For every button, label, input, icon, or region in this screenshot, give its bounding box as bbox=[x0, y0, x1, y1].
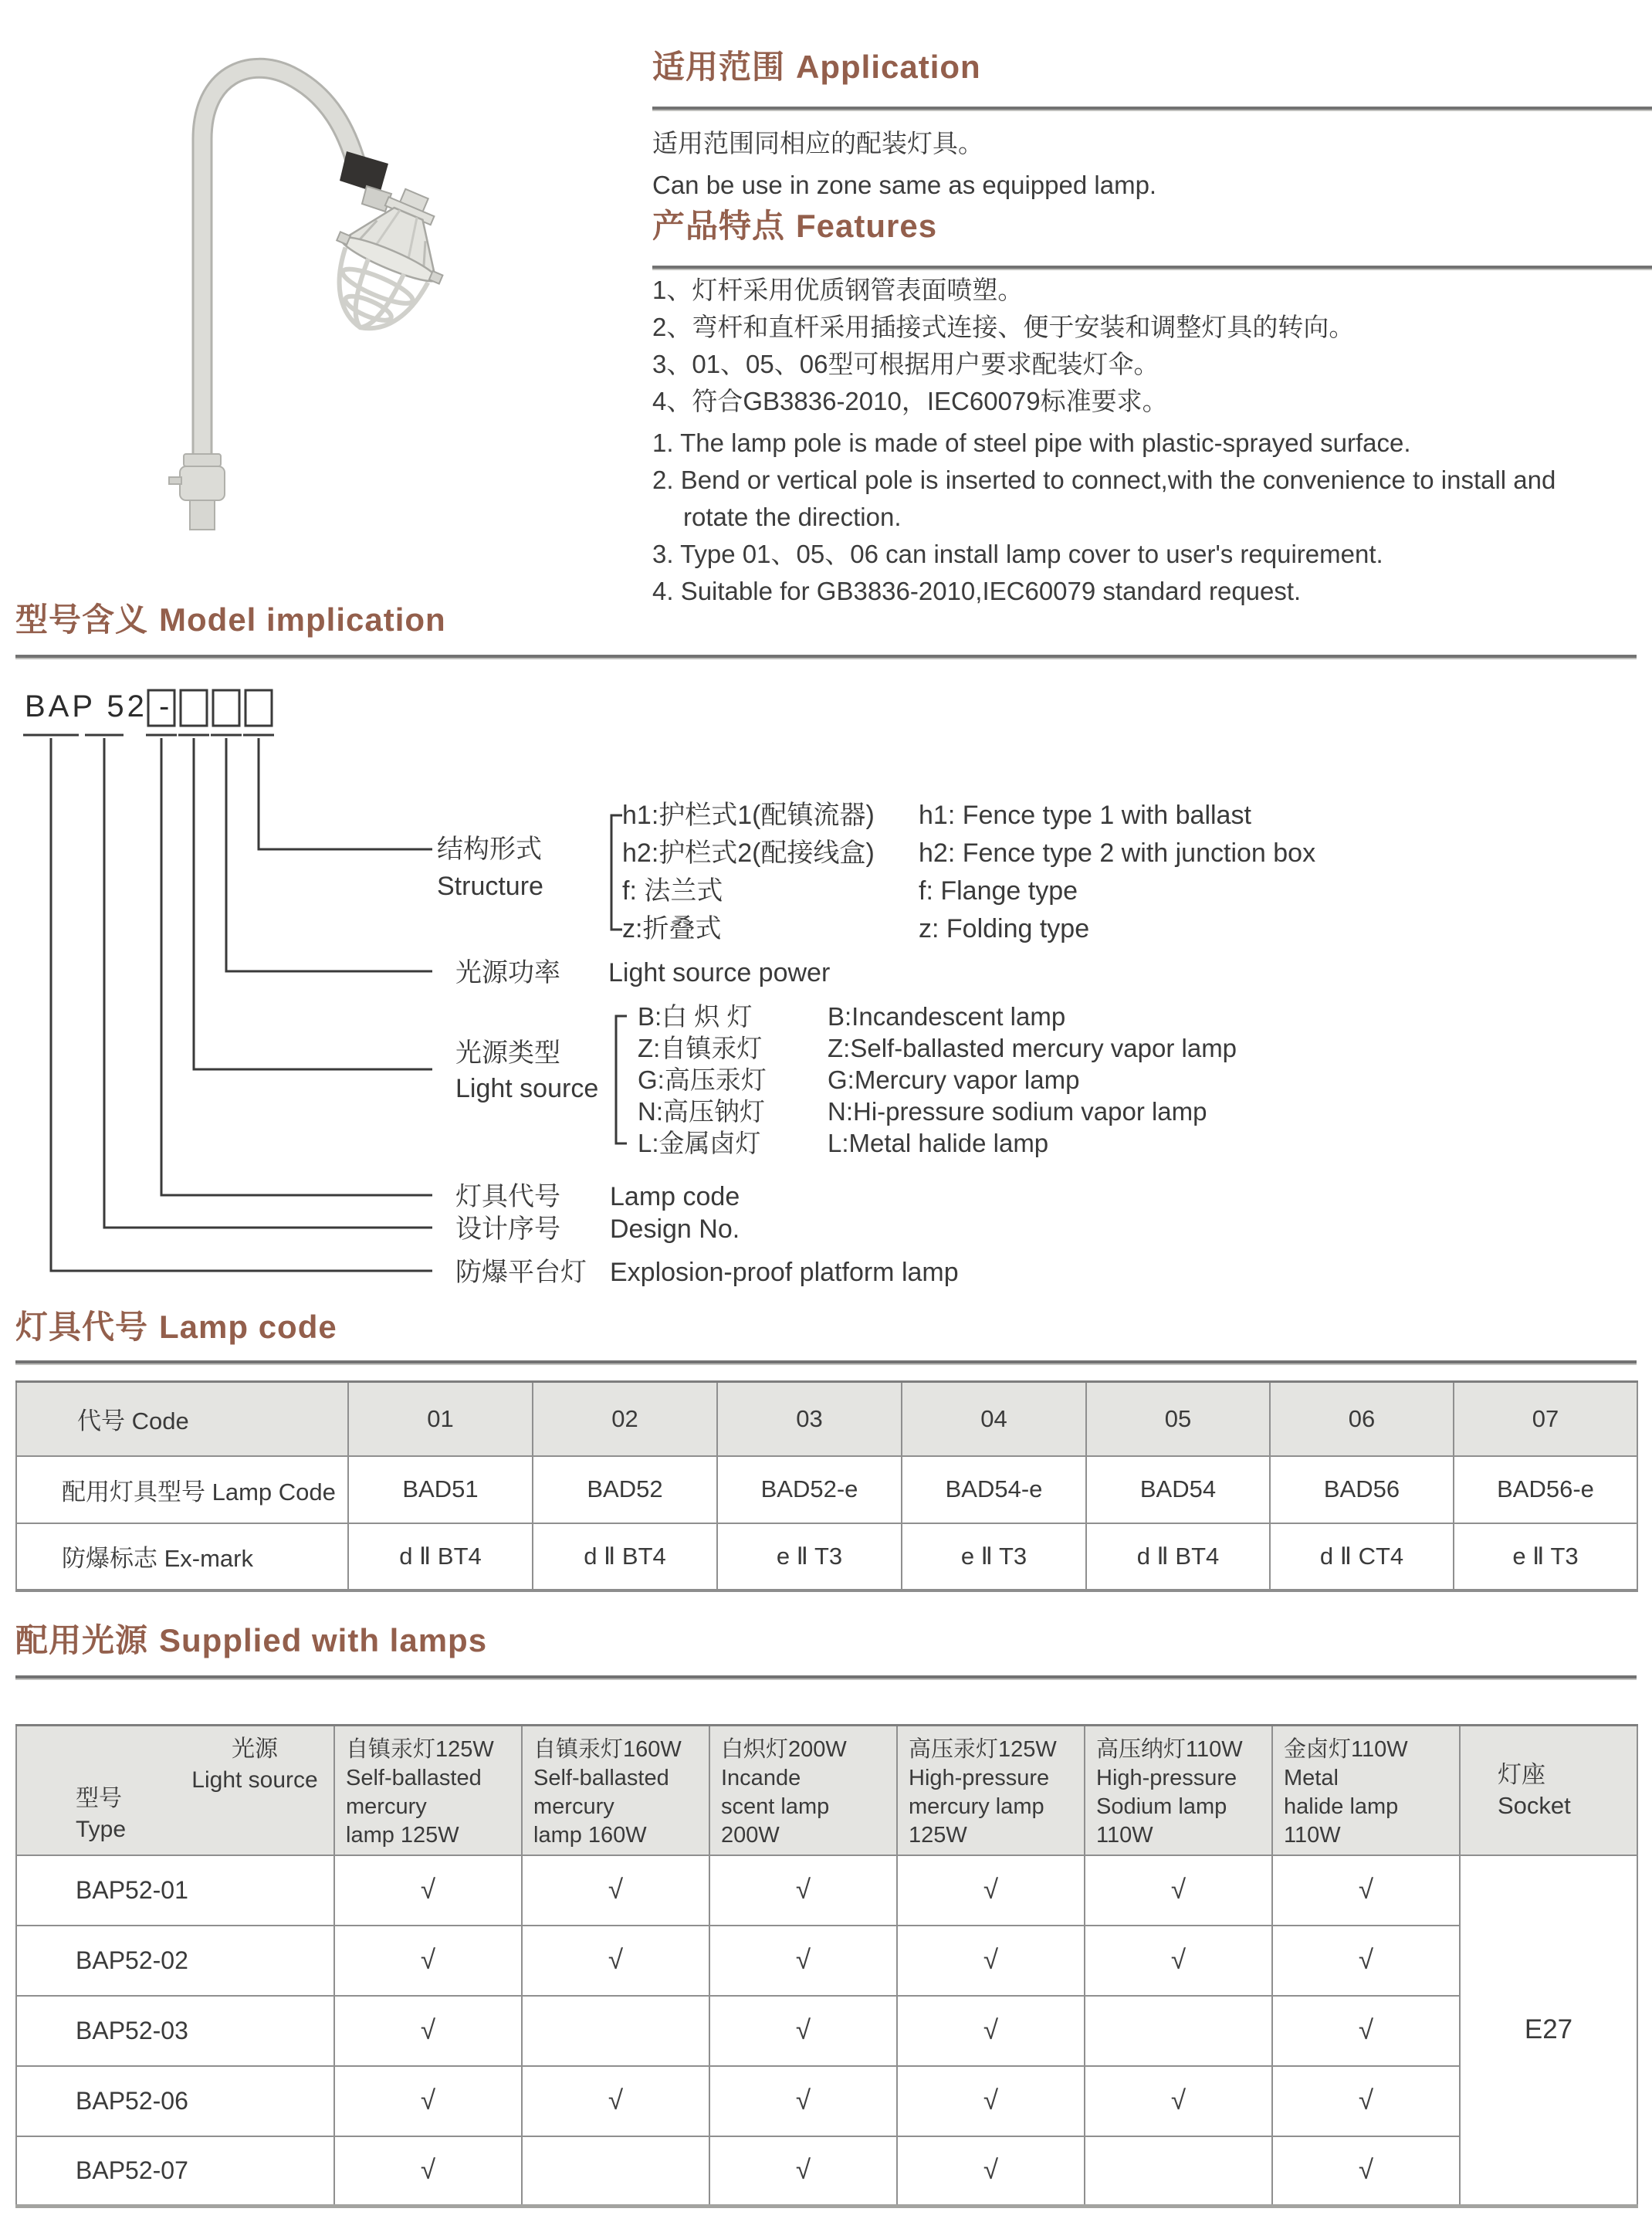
light-source-option-en-2: Z:Self-ballasted mercury vapor lamp bbox=[828, 1034, 1237, 1062]
code-header-04: 04 bbox=[902, 1382, 1086, 1456]
code-header-01: 01 bbox=[348, 1382, 533, 1456]
supplied-row-BAP52-06 bbox=[16, 2066, 1637, 2136]
lamp-code-value: d Ⅱ CT4 bbox=[1270, 1523, 1454, 1590]
lamp-column-header-line: High-pressure bbox=[1096, 1766, 1237, 1790]
lamp-code-heading-zh: 灯具代号 bbox=[15, 1309, 149, 1345]
lamp-column-header-line: scent lamp bbox=[721, 1794, 830, 1819]
model-label-lampcode-en: Lamp code bbox=[610, 1182, 740, 1211]
socket-value: E27 bbox=[1460, 1855, 1637, 2207]
application-heading-en: Application bbox=[796, 49, 981, 85]
features-heading-en: Features bbox=[796, 208, 938, 244]
lamp-column-header-line: Metal bbox=[1284, 1766, 1339, 1790]
model-label-structure-zh: 结构形式 bbox=[437, 835, 542, 864]
check-cell: √ bbox=[897, 2136, 1085, 2207]
structure-options-zh bbox=[622, 797, 875, 948]
type-label: BAP52-06 bbox=[16, 2066, 334, 2136]
corner-type-zh: 型号 bbox=[76, 1785, 122, 1811]
code-header-07: 07 bbox=[1454, 1382, 1637, 1456]
socket-header-line: 灯座 bbox=[1498, 1760, 1545, 1788]
lamp-column-header-line: Self-ballasted bbox=[346, 1766, 482, 1790]
lamp-column-header-line: lamp 160W bbox=[533, 1823, 647, 1848]
socket-header-line: Socket bbox=[1498, 1791, 1571, 1819]
structure-option-zh-4: z:折叠式 bbox=[622, 914, 722, 943]
check-cell: √ bbox=[334, 1855, 522, 1926]
model-heading-en: Model implication bbox=[159, 601, 446, 638]
lamp-column-header-line: Sodium lamp bbox=[1096, 1794, 1227, 1819]
structure-option-en-4: z: Folding type bbox=[919, 914, 1090, 943]
application-text-en: Can be use in zone same as equipped lamp. bbox=[652, 171, 1157, 199]
check-cell: √ bbox=[897, 2066, 1085, 2136]
lamp-column-header-line: 110W bbox=[1096, 1823, 1153, 1848]
check-cell: √ bbox=[522, 2066, 709, 2136]
supplied-lamps-table bbox=[15, 1724, 1638, 2208]
lamp-code-value: BAD52 bbox=[533, 1456, 717, 1523]
supplied-heading bbox=[15, 1621, 487, 1660]
light-source-option-zh-1: B:白 炽 灯 bbox=[638, 1002, 753, 1031]
structure-option-zh-2: h2:护栏式2(配接线盒) bbox=[622, 838, 875, 868]
lamp-column-header-3 bbox=[709, 1726, 897, 1855]
lamp-code-rule bbox=[15, 1360, 1637, 1365]
light-source-option-en-5: L:Metal halide lamp bbox=[828, 1129, 1049, 1157]
light-source-option-zh-5: L:金属卤灯 bbox=[638, 1129, 761, 1157]
supplied-row-BAP52-03 bbox=[16, 1996, 1637, 2066]
feature-item-en-2: 2. Bend or vertical pole is inserted to connect,with the convenience to install and bbox=[652, 466, 1556, 494]
light-source-options-zh bbox=[638, 1001, 767, 1159]
corner-light-source-en: Light source bbox=[191, 1767, 318, 1793]
empty-cell bbox=[1085, 1996, 1272, 2066]
lamp-code-value: BAD51 bbox=[348, 1456, 533, 1523]
lamp-code-value: BAD54-e bbox=[902, 1456, 1086, 1523]
type-label: BAP52-03 bbox=[16, 1996, 334, 2066]
structure-options-en bbox=[919, 797, 1315, 948]
lamp-column-header-line: mercury bbox=[533, 1794, 614, 1819]
features-heading-zh: 产品特点 bbox=[652, 208, 786, 244]
check-cell: √ bbox=[709, 1855, 897, 1926]
supplied-heading-zh: 配用光源 bbox=[15, 1622, 149, 1658]
lamp-code-row-label: 配用灯具型号 Lamp Code bbox=[16, 1456, 348, 1523]
check-cell: √ bbox=[1272, 1926, 1460, 1996]
light-source-option-zh-4: N:高压钠灯 bbox=[638, 1097, 765, 1126]
light-source-option-en-4: N:Hi-pressure sodium vapor lamp bbox=[828, 1097, 1207, 1126]
check-cell: √ bbox=[334, 1996, 522, 2066]
application-text-zh: 适用范围同相应的配装灯具。 bbox=[652, 129, 983, 158]
code-header-02: 02 bbox=[533, 1382, 717, 1456]
lamp-code-header-label: 代号 Code bbox=[16, 1382, 348, 1456]
light-source-option-zh-2: Z:自镇汞灯 bbox=[638, 1034, 763, 1062]
check-cell: √ bbox=[897, 1996, 1085, 2066]
lamp-code-header-row bbox=[16, 1382, 1637, 1456]
model-label-lightsource-en: Light source bbox=[455, 1074, 599, 1103]
lamp-column-header-line: 金卤灯110W bbox=[1284, 1737, 1408, 1762]
code-header-06: 06 bbox=[1270, 1382, 1454, 1456]
feature-item-en-4: 3. Type 01、05、06 can install lamp cover to user's requirement. bbox=[652, 540, 1383, 568]
light-source-option-zh-3: G:高压汞灯 bbox=[638, 1065, 767, 1094]
check-cell: √ bbox=[1272, 1996, 1460, 2066]
lamp-column-header-line: 自镇汞灯125W bbox=[346, 1737, 494, 1762]
structure-option-en-3: f: Flange type bbox=[919, 876, 1078, 906]
check-cell: √ bbox=[709, 2136, 897, 2207]
model-label-platform-en: Explosion-proof platform lamp bbox=[610, 1258, 959, 1287]
lamp-code-heading bbox=[15, 1308, 337, 1346]
lamp-code-value: BAD56-e bbox=[1454, 1456, 1637, 1523]
application-heading-zh: 适用范围 bbox=[652, 49, 786, 85]
lamp-column-header-line: 125W bbox=[909, 1823, 967, 1848]
lamp-code-value: BAD54 bbox=[1086, 1456, 1270, 1523]
lamp-code-value: d Ⅱ BT4 bbox=[1086, 1523, 1270, 1590]
empty-cell bbox=[522, 2136, 709, 2207]
lamp-code-heading-en: Lamp code bbox=[159, 1309, 337, 1345]
lamp-column-header-line: 白炽灯200W bbox=[721, 1737, 847, 1762]
lamp-column-header-6 bbox=[1272, 1726, 1460, 1855]
lamp-column-header-1 bbox=[334, 1726, 522, 1855]
socket-column-header bbox=[1460, 1726, 1637, 1855]
light-source-option-en-1: B:Incandescent lamp bbox=[828, 1002, 1066, 1031]
supplied-row-BAP52-07 bbox=[16, 2136, 1637, 2207]
check-cell: √ bbox=[1272, 1855, 1460, 1926]
lamp-code-row-label: 防爆标志 Ex-mark bbox=[16, 1523, 348, 1590]
feature-item-en-3: rotate the direction. bbox=[683, 503, 902, 531]
lamp-column-header-4 bbox=[897, 1726, 1085, 1855]
model-label-power-en: Light source power bbox=[608, 958, 831, 987]
type-label: BAP52-07 bbox=[16, 2136, 334, 2207]
lamp-column-header-line: lamp 125W bbox=[346, 1823, 459, 1848]
model-label-lampcode-zh: 灯具代号 bbox=[455, 1182, 560, 1211]
lamp-column-header-line: 自镇汞灯160W bbox=[533, 1737, 682, 1762]
lamp-column-header-line: 200W bbox=[721, 1823, 780, 1848]
lamp-column-header-2 bbox=[522, 1726, 709, 1855]
empty-cell bbox=[1085, 2136, 1272, 2207]
check-cell: √ bbox=[1272, 2136, 1460, 2207]
feature-item-zh-4: 4、符合GB3836-2010，IEC60079标准要求。 bbox=[652, 387, 1168, 415]
structure-option-zh-1: h1:护栏式1(配镇流器) bbox=[622, 801, 875, 830]
lamp-column-header-line: mercury bbox=[346, 1794, 427, 1819]
lamp-code-value: BAD52-e bbox=[717, 1456, 902, 1523]
check-cell: √ bbox=[334, 2136, 522, 2207]
corner-type-en: Type bbox=[76, 1816, 127, 1842]
model-label-design-zh: 设计序号 bbox=[455, 1214, 560, 1244]
check-cell: √ bbox=[522, 1855, 709, 1926]
structure-option-en-2: h2: Fence type 2 with junction box bbox=[919, 838, 1316, 868]
model-code-text: BAP 52 - bbox=[25, 689, 173, 723]
lamp-column-header-line: 高压汞灯125W bbox=[909, 1737, 1057, 1762]
feature-item-zh-2: 2、弯杆和直杆采用插接式连接、便于安装和调整灯具的转向。 bbox=[652, 313, 1355, 341]
lamp-column-header-line: halide lamp bbox=[1284, 1794, 1399, 1819]
model-heading-zh: 型号含义 bbox=[15, 601, 149, 638]
supplied-rule bbox=[15, 1675, 1637, 1680]
check-cell: √ bbox=[522, 1926, 709, 1996]
check-cell: √ bbox=[709, 1926, 897, 1996]
lamp-code-row-2 bbox=[16, 1523, 1637, 1590]
corner-light-source-label bbox=[178, 1734, 332, 1796]
corner-cell bbox=[16, 1726, 334, 1855]
light-source-option-en-3: G:Mercury vapor lamp bbox=[828, 1065, 1080, 1094]
check-cell: √ bbox=[1085, 1855, 1272, 1926]
lamp-code-value: BAD56 bbox=[1270, 1456, 1454, 1523]
light-source-options-en bbox=[828, 1001, 1237, 1159]
lamp-code-value: e Ⅱ T3 bbox=[902, 1523, 1086, 1590]
structure-option-zh-3: f: 法兰式 bbox=[622, 876, 723, 906]
check-cell: √ bbox=[709, 1996, 897, 2066]
check-cell: √ bbox=[897, 1855, 1085, 1926]
code-header-03: 03 bbox=[717, 1382, 902, 1456]
model-label-power-zh: 光源功率 bbox=[455, 958, 560, 987]
structure-option-en-1: h1: Fence type 1 with ballast bbox=[919, 801, 1251, 830]
supplied-heading-en: Supplied with lamps bbox=[159, 1622, 488, 1658]
lamp-code-value: e Ⅱ T3 bbox=[717, 1523, 902, 1590]
model-label-platform-zh: 防爆平台灯 bbox=[455, 1258, 587, 1287]
lamp-column-header-line: 110W bbox=[1284, 1823, 1341, 1848]
check-cell: √ bbox=[1085, 1926, 1272, 1996]
lamp-column-header-line: mercury lamp bbox=[909, 1794, 1044, 1819]
lamp-code-row-1 bbox=[16, 1456, 1637, 1523]
feature-item-en-5: 4. Suitable for GB3836-2010,IEC60079 standard request. bbox=[652, 577, 1302, 605]
check-cell: √ bbox=[897, 1926, 1085, 1996]
code-header-05: 05 bbox=[1086, 1382, 1270, 1456]
feature-item-zh-1: 1、灯杆采用优质钢管表面喷塑。 bbox=[652, 276, 1024, 304]
lamp-column-header-line: High-pressure bbox=[909, 1766, 1050, 1790]
supplied-row-BAP52-02 bbox=[16, 1926, 1637, 1996]
corner-light-source-zh: 光源 bbox=[232, 1736, 278, 1762]
lamp-code-table bbox=[15, 1380, 1638, 1592]
supplied-header-row bbox=[16, 1726, 1637, 1855]
check-cell: √ bbox=[1272, 2066, 1460, 2136]
lamp-column-header-5 bbox=[1085, 1726, 1272, 1855]
feature-item-zh-3: 3、01、05、06型可根据用户要求配装灯伞。 bbox=[652, 350, 1159, 378]
empty-cell bbox=[522, 1996, 709, 2066]
type-label: BAP52-01 bbox=[16, 1855, 334, 1926]
lamp-code-value: e Ⅱ T3 bbox=[1454, 1523, 1637, 1590]
lamp-column-header-line: 高压纳灯110W bbox=[1096, 1737, 1243, 1762]
model-label-design-en: Design No. bbox=[610, 1214, 740, 1244]
check-cell: √ bbox=[709, 2066, 897, 2136]
corner-type-label bbox=[76, 1783, 126, 1845]
lamp-code-value: d Ⅱ BT4 bbox=[533, 1523, 717, 1590]
supplied-row-BAP52-01 bbox=[16, 1855, 1637, 1926]
check-cell: √ bbox=[1085, 2066, 1272, 2136]
model-label-structure-en: Structure bbox=[437, 872, 543, 901]
lamp-code-value: d Ⅱ BT4 bbox=[348, 1523, 533, 1590]
check-cell: √ bbox=[334, 1926, 522, 1996]
lamp-column-header-line: Self-ballasted bbox=[533, 1766, 669, 1790]
model-label-lightsource-zh: 光源类型 bbox=[455, 1038, 560, 1068]
feature-item-en-1: 1. The lamp pole is made of steel pipe with plastic-sprayed surface. bbox=[652, 428, 1411, 457]
check-cell: √ bbox=[334, 2066, 522, 2136]
lamp-column-header-line: Incande bbox=[721, 1766, 801, 1790]
type-label: BAP52-02 bbox=[16, 1926, 334, 1996]
